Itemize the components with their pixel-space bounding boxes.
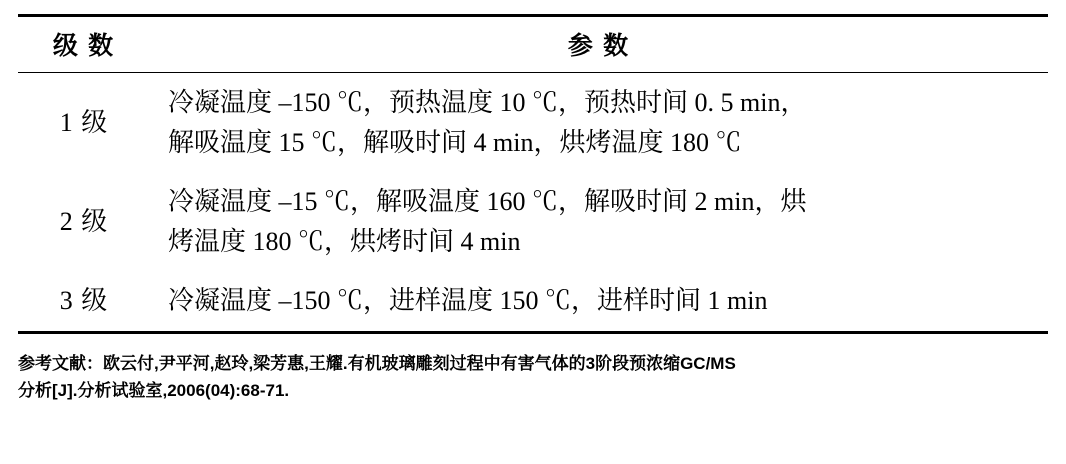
cell-level: 1 级 — [59, 107, 109, 137]
table-body — [18, 73, 1048, 333]
parameter-line: 冷凝温度 –150 ℃，预热温度 10 ℃，预热时间 0. 5 min， — [168, 88, 807, 117]
parameter-line: 冷凝温度 –150 ℃，进样温度 150 ℃，进样时间 1 min — [168, 286, 768, 316]
reference-block — [18, 350, 1048, 405]
table-row — [18, 271, 1048, 332]
cell-parameters — [150, 271, 1048, 332]
cell-parameters — [150, 172, 1048, 271]
table-row — [18, 172, 1048, 271]
document-page — [0, 14, 1066, 464]
table-header — [18, 16, 1048, 73]
reference-line: 参考文献：欧云付,尹平河,赵玲,梁芳惠,王耀.有机玻璃雕刻过程中有害气体的3阶段预浓缩GC/MS — [18, 353, 736, 373]
table-header-row — [18, 16, 1048, 73]
table-row — [18, 73, 1048, 173]
column-header-parameters: 参 数 — [567, 33, 631, 60]
parameter-line: 烤温度 180 ℃，烘烤时间 4 min — [168, 226, 521, 256]
cell-parameters — [150, 73, 1048, 173]
parameter-line: 解吸温度 15 ℃，解吸时间 4 min，烘烤温度 180 ℃ — [168, 127, 742, 157]
cell-level: 2 级 — [59, 206, 109, 236]
column-header-level: 级 数 — [52, 33, 116, 60]
parameter-line: 冷凝温度 –15 ℃，解吸温度 160 ℃，解吸时间 2 min，烘 — [168, 187, 807, 217]
cell-level: 3 级 — [59, 286, 109, 316]
parameters-table — [18, 14, 1048, 334]
reference-line: 分析[J].分析试验室,2006(04):68-71. — [18, 381, 290, 401]
